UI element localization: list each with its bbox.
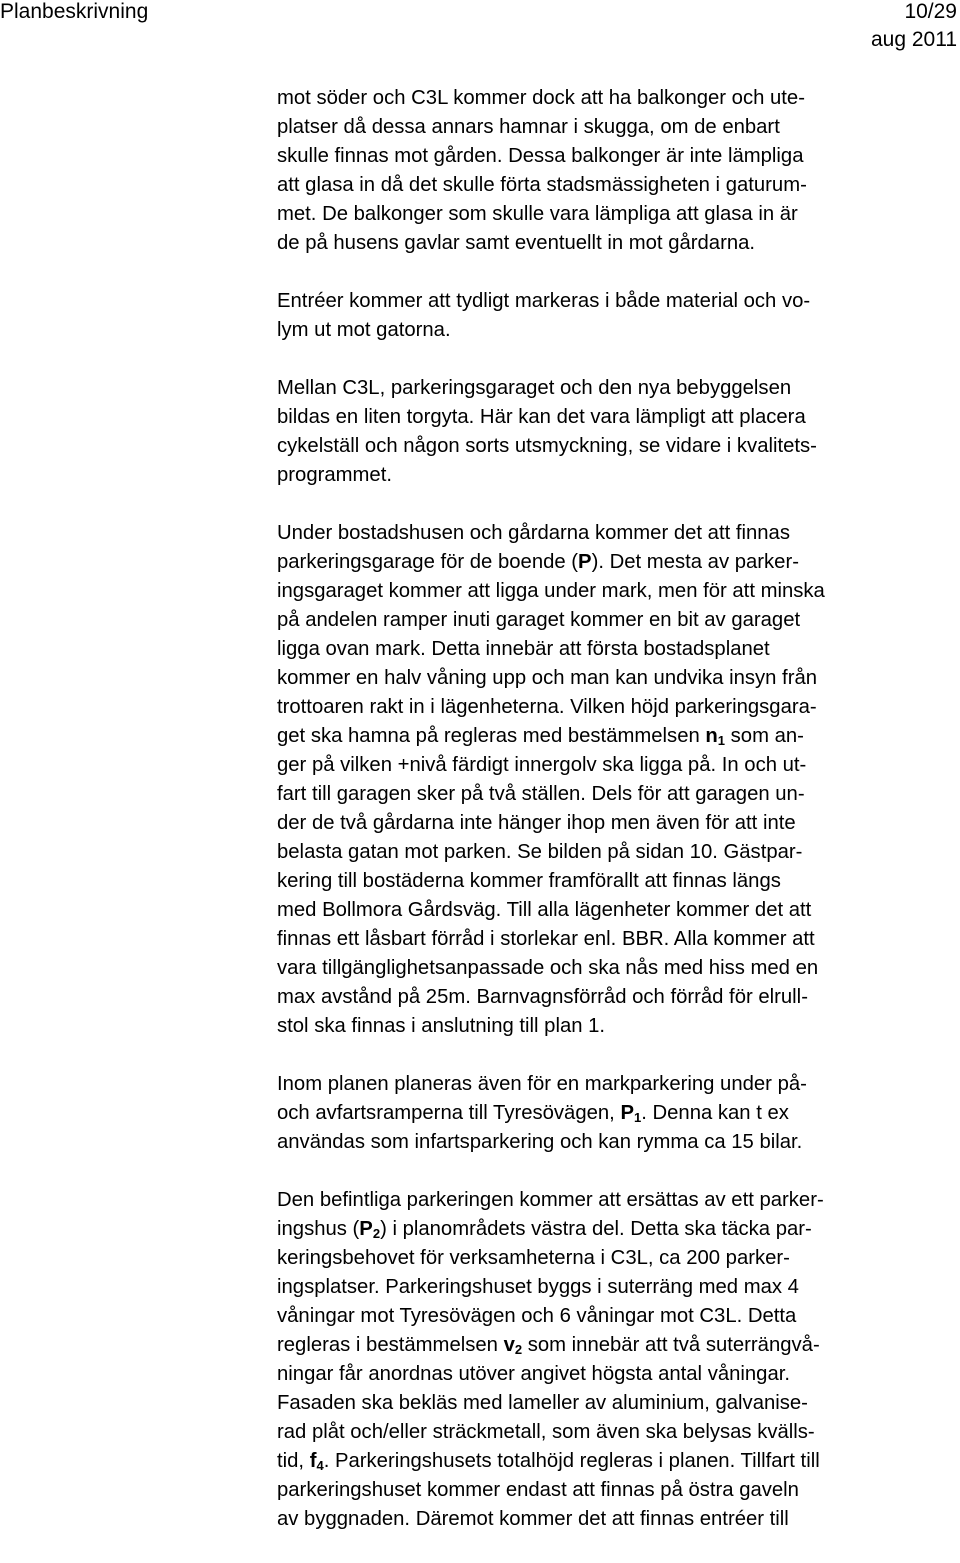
paragraph bbox=[277, 287, 960, 345]
text-line: ingsgaraget kommer att ligga under mark, men för att minska bbox=[277, 580, 825, 602]
text-line: Fasaden ska bekläs med lameller av aluminium, galvanise- bbox=[277, 1392, 808, 1414]
text-line: platser då dessa annars hamnar i skugga, om de enbart bbox=[277, 116, 780, 138]
text-line: fart till garagen sker på två ställen. Dels för att garagen un- bbox=[277, 783, 805, 805]
paragraph bbox=[277, 519, 960, 1041]
text-line: max avstånd på 25m. Barnvagnsförråd och förråd för elrull- bbox=[277, 986, 808, 1008]
page-number: 10/29 bbox=[904, 0, 957, 23]
text-line: bildas en liten torgyta. Här kan det vara lämpligt att placera bbox=[277, 406, 806, 428]
text-line: met. De balkonger som skulle vara lämpliga att glasa in är bbox=[277, 203, 798, 225]
text-line: Entréer kommer att tydligt markeras i både material och vo- bbox=[277, 290, 811, 312]
text-line: på andelen ramper inuti garaget kommer en bit av garaget bbox=[277, 609, 801, 631]
text-line: belasta gatan mot parken. Se bilden på sidan 10. Gästpar- bbox=[277, 841, 803, 863]
text-line: kommer en halv våning upp och man kan undvika insyn från bbox=[277, 667, 818, 689]
text-line: parkeringsgarage för de boende (P). Det mesta av parker- bbox=[277, 551, 799, 573]
text-line: av byggnaden. Däremot kommer det att finnas entréer till bbox=[277, 1508, 789, 1530]
text-line: trottoaren rakt in i lägenheterna. Vilken höjd parkeringsgara- bbox=[277, 696, 817, 718]
paragraph bbox=[277, 374, 960, 490]
text-line: skulle finnas mot gården. Dessa balkonger är inte lämpliga bbox=[277, 145, 804, 167]
text-line: der de två gårdarna inte hänger ihop men även för att inte bbox=[277, 812, 796, 834]
text-line: mot söder och C3L kommer dock att ha balkonger och ute- bbox=[277, 87, 805, 109]
document-date: aug 2011 bbox=[870, 28, 957, 51]
paragraph bbox=[277, 1186, 960, 1534]
text-line: ger på vilken +nivå färdigt innergolv ska ligga på. In och ut- bbox=[277, 754, 807, 776]
text-line: ningar får anordnas utöver angivet högsta antal våningar. bbox=[277, 1363, 791, 1385]
text-line: ingsplatser. Parkeringshuset byggs i suterräng med max 4 bbox=[277, 1276, 799, 1298]
text-line: rad plåt och/eller sträckmetall, som även ska belysas kvälls- bbox=[277, 1421, 815, 1443]
text-line: de på husens gavlar samt eventuellt in mot gårdarna. bbox=[277, 232, 756, 254]
paragraph bbox=[277, 84, 960, 258]
text-line: ingshus $(P_2)$ i planområdets västra del. Detta ska täcka par- bbox=[277, 1218, 812, 1241]
text-line: tid, $f_4$. Parkeringshusets totalhöjd regleras i planen. Tillfart till bbox=[277, 1450, 820, 1473]
text-line: att glasa in då det skulle förta stadsmässigheten i gaturum- bbox=[277, 174, 807, 196]
text-line: lym ut mot gatorna. bbox=[277, 319, 451, 341]
text-line: med Bollmora Gårdsväg. Till alla lägenheter kommer det att bbox=[277, 899, 812, 921]
text-line: Den befintliga parkeringen kommer att ersättas av ett parker- bbox=[277, 1189, 824, 1211]
text-line: kering till bostäderna kommer framförallt att finnas längs bbox=[277, 870, 781, 892]
text-line: användas som infartsparkering och kan rymma ca 15 bilar. bbox=[277, 1131, 803, 1153]
text-line: vara tillgänglighetsanpassade och ska nås med hiss med en bbox=[277, 957, 819, 979]
text-line: Inom planen planeras även för en markparkering under på- bbox=[277, 1073, 807, 1095]
text-line: keringsbehovet för verksamheterna i C3L, ca 200 parker- bbox=[277, 1247, 790, 1269]
text-line: regleras i bestämmelsen $v_2$ som innebär att två suterrängvå- bbox=[277, 1334, 820, 1357]
text-line: finnas ett låsbart förråd i storlekar enl. BBR. Alla kommer att bbox=[277, 928, 815, 950]
text-line: och avfartsramperna till Tyresövägen, $P_1$. Denna kan t ex bbox=[277, 1102, 789, 1125]
text-line: parkeringshuset kommer endast att finnas på östra gaveln bbox=[277, 1479, 799, 1501]
text-line: Under bostadshusen och gårdarna kommer det att finnas bbox=[277, 522, 790, 544]
text-line: get ska hamna på regleras med bestämmelsen $n_1$ som an- bbox=[277, 725, 804, 748]
text-line: Mellan C3L, parkeringsgaraget och den nya bebyggelsen bbox=[277, 377, 792, 399]
text-line: programmet. bbox=[277, 464, 392, 486]
text-line: ligga ovan mark. Detta innebär att första bostadsplanet bbox=[277, 638, 770, 660]
text-line: stol ska finnas i anslutning till plan 1. bbox=[277, 1015, 606, 1037]
page-header-right bbox=[871, 0, 957, 54]
document-title: Planbeskrivning bbox=[0, 0, 149, 23]
text-line: cykelställ och någon sorts utsmyckning, se vidare i kvalitets- bbox=[277, 435, 817, 457]
paragraph bbox=[277, 1070, 960, 1157]
body-text bbox=[277, 84, 960, 1563]
text-line: våningar mot Tyresövägen och 6 våningar mot C3L. Detta bbox=[277, 1305, 797, 1327]
